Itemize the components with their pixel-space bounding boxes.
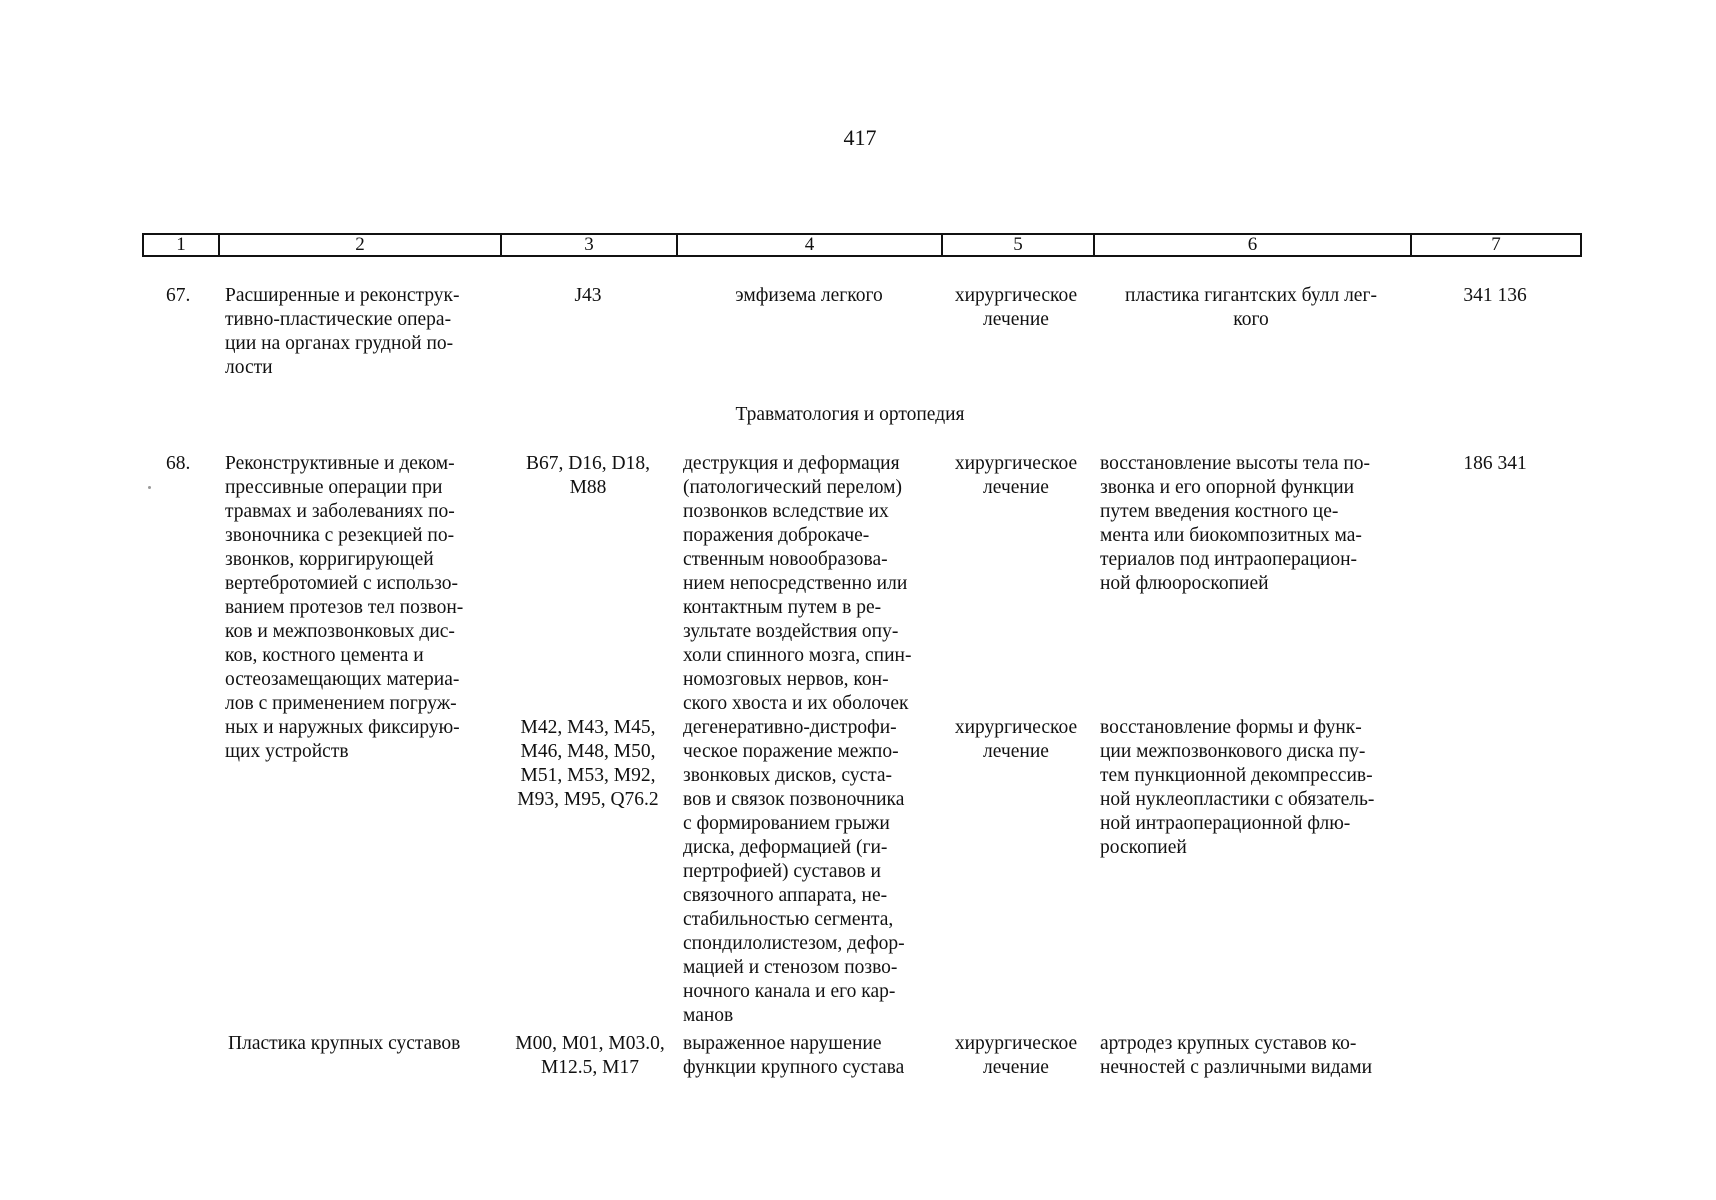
row-codes: J43 — [574, 285, 602, 306]
column-header-5: 5 — [943, 235, 1095, 255]
row-disease: эмфизема легкого — [735, 285, 883, 306]
row-cost: 186 341 — [1463, 453, 1527, 474]
row-method: пластика гигантских булл лег- кого — [1125, 285, 1377, 330]
row-name: Пластика крупных суставов — [228, 1033, 461, 1054]
column-header-1: 1 — [144, 235, 220, 255]
column-header-2: 2 — [220, 235, 502, 255]
row-codes: M00, M01, M03.0, M12.5, M17 — [515, 1033, 665, 1078]
row-treatment: хирургическое лечение — [954, 285, 1078, 330]
row-treatment: хирургическое лечение — [954, 717, 1078, 762]
column-header-4: 4 — [678, 235, 943, 255]
page-number: 417 — [843, 125, 877, 150]
row-disease: выраженное нарушение функции крупного сустава — [683, 1033, 905, 1078]
row-cost: 341 136 — [1463, 285, 1527, 306]
row-treatment: хирургическое лечение — [954, 453, 1078, 498]
row-number: 67. — [166, 285, 191, 306]
row-method: восстановление высоты тела по- звонка и его опорной функции путем введения костного це- мента или биокомпозитных ма- териалов под интраоперацион- ной флюороскопией — [1100, 453, 1371, 594]
row-codes: B67, D16, D18, M88 — [525, 453, 651, 498]
row-disease: деструкция и деформация (патологический перелом) позвонков вследствие их поражения доброкаче- ственным новообразова- нием непосредственно или контактным путем в ре- зультате воздействия опу- холи спинного мозга, спин- номозговых нервов, кон- ского хвоста и их оболочек — [683, 453, 912, 714]
row-method: артродез крупных суставов ко- нечностей с различными видами — [1100, 1033, 1373, 1078]
row-name: Реконструктивные и деком- прессивные операции при травмах и заболеваниях по- звоночника с резекцией по- звонков, корригирующей вертебротомией с использо- ванием протезов тел позвон- ков и межпозвонковых дис- ков, костного цемента и остеозамещающих материа- лов с применением погруж- ных и наружных фиксирую- щих устройств — [225, 453, 464, 762]
column-header-6: 6 — [1095, 235, 1412, 255]
row-method: восстановление формы и функ- ции межпозвонкового диска пу- тем пункционной декомпрессив- ной нуклеопластики с обязатель- ной интраоперационной флю- роскопией — [1100, 717, 1375, 858]
column-header-7: 7 — [1491, 234, 1501, 255]
row-treatment: хирургическое лечение — [954, 1033, 1078, 1078]
row-codes: M42, M43, M45, M46, M48, M50, M51, M53, M92, M93, M95, Q76.2 — [517, 717, 659, 810]
section-heading: Травматология и ортопедия — [735, 404, 965, 425]
table-column-header-row — [142, 233, 1582, 257]
scan-speck — [148, 486, 151, 489]
row-number: 68. — [166, 453, 191, 474]
row-name: Расширенные и реконструк- тивно-пластические опера- ции на органах грудной по- лости — [225, 285, 460, 378]
row-disease: дегенеративно-дистрофи- ческое поражение межпо- звонковых дисков, суста- вов и связок позвоночника с формированием грыжи диска, деформацией (ги- пертрофией) суставов и связочного аппарата, не- стабильностью сегмента, спондилолистезом, дефор- мацией и стенозом позво- ночного канала и его кар- манов — [683, 717, 905, 1026]
column-header-3: 3 — [502, 235, 678, 255]
